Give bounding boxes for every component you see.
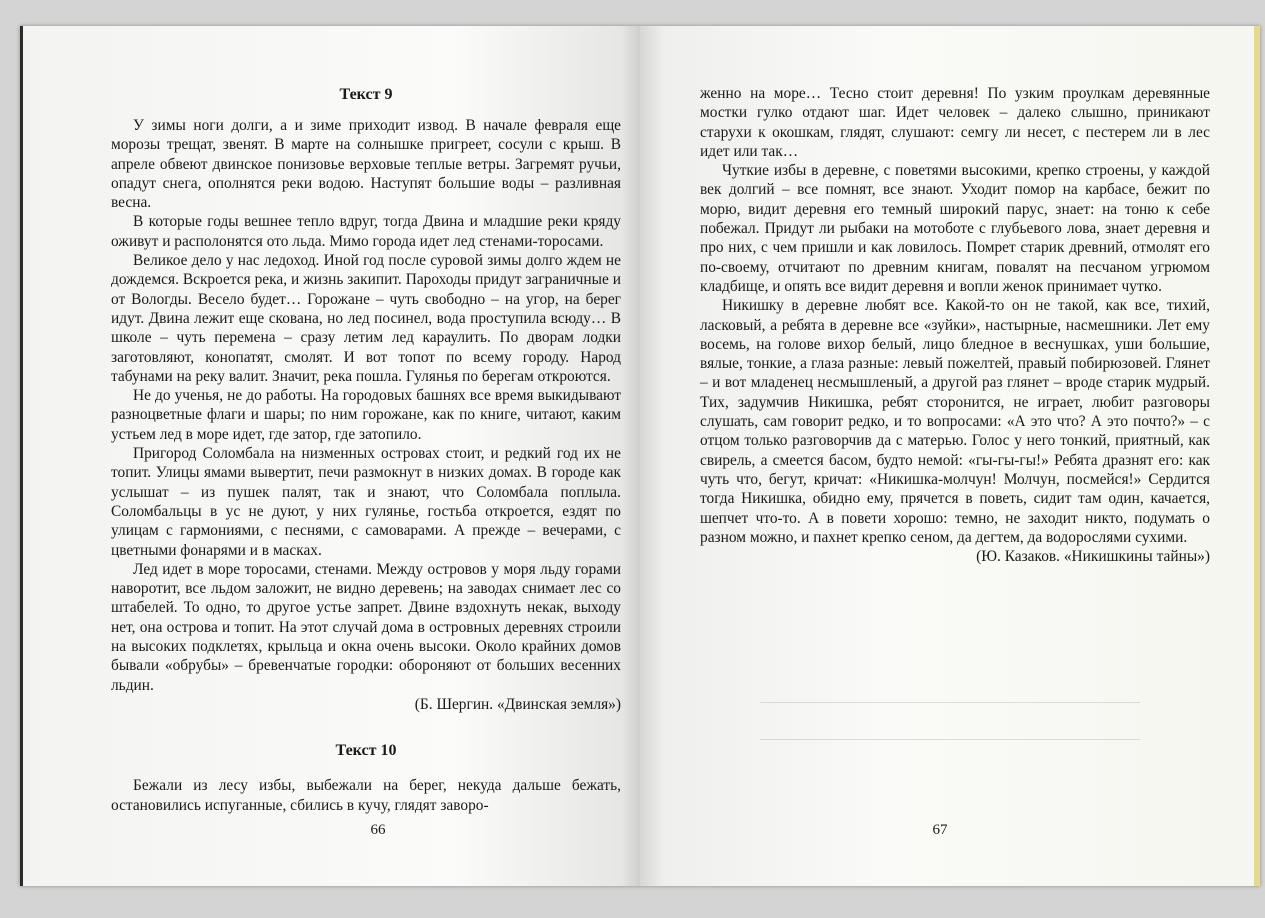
text-9-heading: Текст 9 bbox=[339, 86, 393, 103]
paragraph: Бежали из лесу избы, выбежали на берег, некуда дальше бежать, остановились испуганные, сбились в кучу, глядят заворо- bbox=[111, 777, 621, 814]
left-page bbox=[20, 26, 640, 886]
right-text-block bbox=[700, 84, 1210, 566]
paragraph: Лед идет в море торосами, стенами. Между островов у моря льду горами наворотит, все льдом заложит, не видно деревень; на заводах снимает лес со штабелей. То одно, то другое устье запрет. Двине вздохнуть некак, выходу нет, она острова и топит. На этот случай дома в островных деревнях строили на высоких подклетях, крыльца и окна очень высоки. Около крайних домов бывали «обрубы» – бревенчатые городки: обороняют от больших весенних льдин. bbox=[111, 560, 621, 694]
paragraph: Великое дело у нас ледоход. Иной год после суровой зимы долго ждем не дождемся. Вскроется река, и жизнь закипит. Пароходы придут заграничные и от Вологды. Весело будет… Горожане – чуть свободно – на угор, на берег идут. Двина лежит еще скована, но лед посинел, вода проступила всюду… В школе – чуть перемена – сразу летим лед караулить. По дворам лодки заготовляют, конопатят, смолят. И вот топот по всему городу. Народ табунами на реку валит. Значит, река пошла. Гулянья по берегам откроются. bbox=[111, 252, 621, 385]
bleed-through-shadow bbox=[760, 656, 1140, 786]
paragraph-continued: женно на море… Тесно стоит деревня! По узким проулкам деревянные мостки гулко отдают шаг. Идет человек – далеко слышно, приникают старухи к окошкам, глядят, слушают: семгу ли несет, с пестерем ли в лес идет или так… bbox=[700, 85, 1210, 160]
paragraph: Пригород Соломбала на низменных островах стоит, и редкий год их не топит. Улицы ямами вывертит, печи размокнут в низких домах. В городе как услышат – из пушек палят, так и знают, что Соломбала поплыла. Соломбальцы в ус не дуют, у них гулянье, гостьба откроется, ездят по улицам с гармониями, с песнями, с самоварами. А прежде – вечерами, с цветными фонарями и в масках. bbox=[111, 445, 621, 559]
paragraph: В которые годы вешнее тепло вдруг, тогда Двина и младшие реки кряду оживут и располонятся ото льда. Мимо города идет лед стенами-торосами. bbox=[111, 213, 621, 250]
paragraph: Никишку в деревне любят все. Какой-то он не такой, как все, тихий, ласковый, а ребята в деревне все «зуйки», настырные, насмешники. Лет ему восемь, на голове вихор белый, лицо бледное в веснушках, уши большие, вялые, тонкие, а глаза разные: левый пожелтей, правый побирюзовей. Глянет – и вот младенец несмышленый, а другой раз глянет – вроде старик мудрый. Тих, задумчив Никишка, ребят сторонится, не играет, любит разговоры слушать, сам говорит редко, и то вопросами: «А это что? А это почто?» – с отцом только разговорчив да с матерью. Голос у него тонкий, приятный, как свирель, а смеется басом, будто немой: «гы-гы-гы!» Ребята дразнят его: как чуть что, бегут, кричат: «Никишка-молчун! Молчун, посмейся!» Сердится тогда Никишка, обидно ему, прячется в поветь, сидит там один, качается, шепчет что-то. А в повети хорошо: темно, не заходит никто, подумать о разном можно, и пахнет крепко сеном, да дегтем, да водорослями сухими. bbox=[700, 297, 1210, 546]
paragraph: У зимы ноги долги, а и зиме приходит извод. В начале февраля еще морозы трещат, звенят. В марте на солнышке пригреет, сосули с крыш. В апреле обвеют двинское понизовье верховые теплые ветры. Загремят ручьи, опадут снега, ополнятся реки водою. Наступят большие воды – разливная весна. bbox=[111, 117, 621, 212]
text-10-heading: Текст 10 bbox=[335, 742, 397, 760]
page-number-right: 67 bbox=[932, 822, 948, 838]
attribution-shergin: (Б. Шергин. «Двинская земля») bbox=[414, 695, 621, 713]
paragraph: Чуткие избы в деревне, с поветями высокими, крепко строены, у каждой век долгий – все помнят, все знают. Уходит помор на карбасе, бежит по морю, видит деревня его темный широкий парус, знает: на тоню к себе побежал. Придут ли рыбаки на мотоботе с глубьевого лова, знает деревня и про них, с чем пришли и как ловилось. Помрет старик древний, отмолят его по-своему, отчитают по древним книгам, повалят на песчаном угрюмом кладбище, и опять все видит деревня и вопли женок принимает чутко. bbox=[700, 162, 1210, 295]
attribution-kazakov: (Ю. Казаков. «Никишкины тайны») bbox=[976, 548, 1210, 566]
book-spread bbox=[20, 26, 1260, 886]
right-page bbox=[640, 26, 1260, 886]
left-text-block bbox=[111, 84, 621, 815]
paragraph: Не до ученья, не до работы. На городовых башнях все время выкидывают разноцветные флаги и шары; по ним горожане, как по книге, читают, каким устьем лед в море идет, где затор, где затопило. bbox=[111, 387, 621, 443]
page-number-left: 66 bbox=[370, 822, 386, 838]
